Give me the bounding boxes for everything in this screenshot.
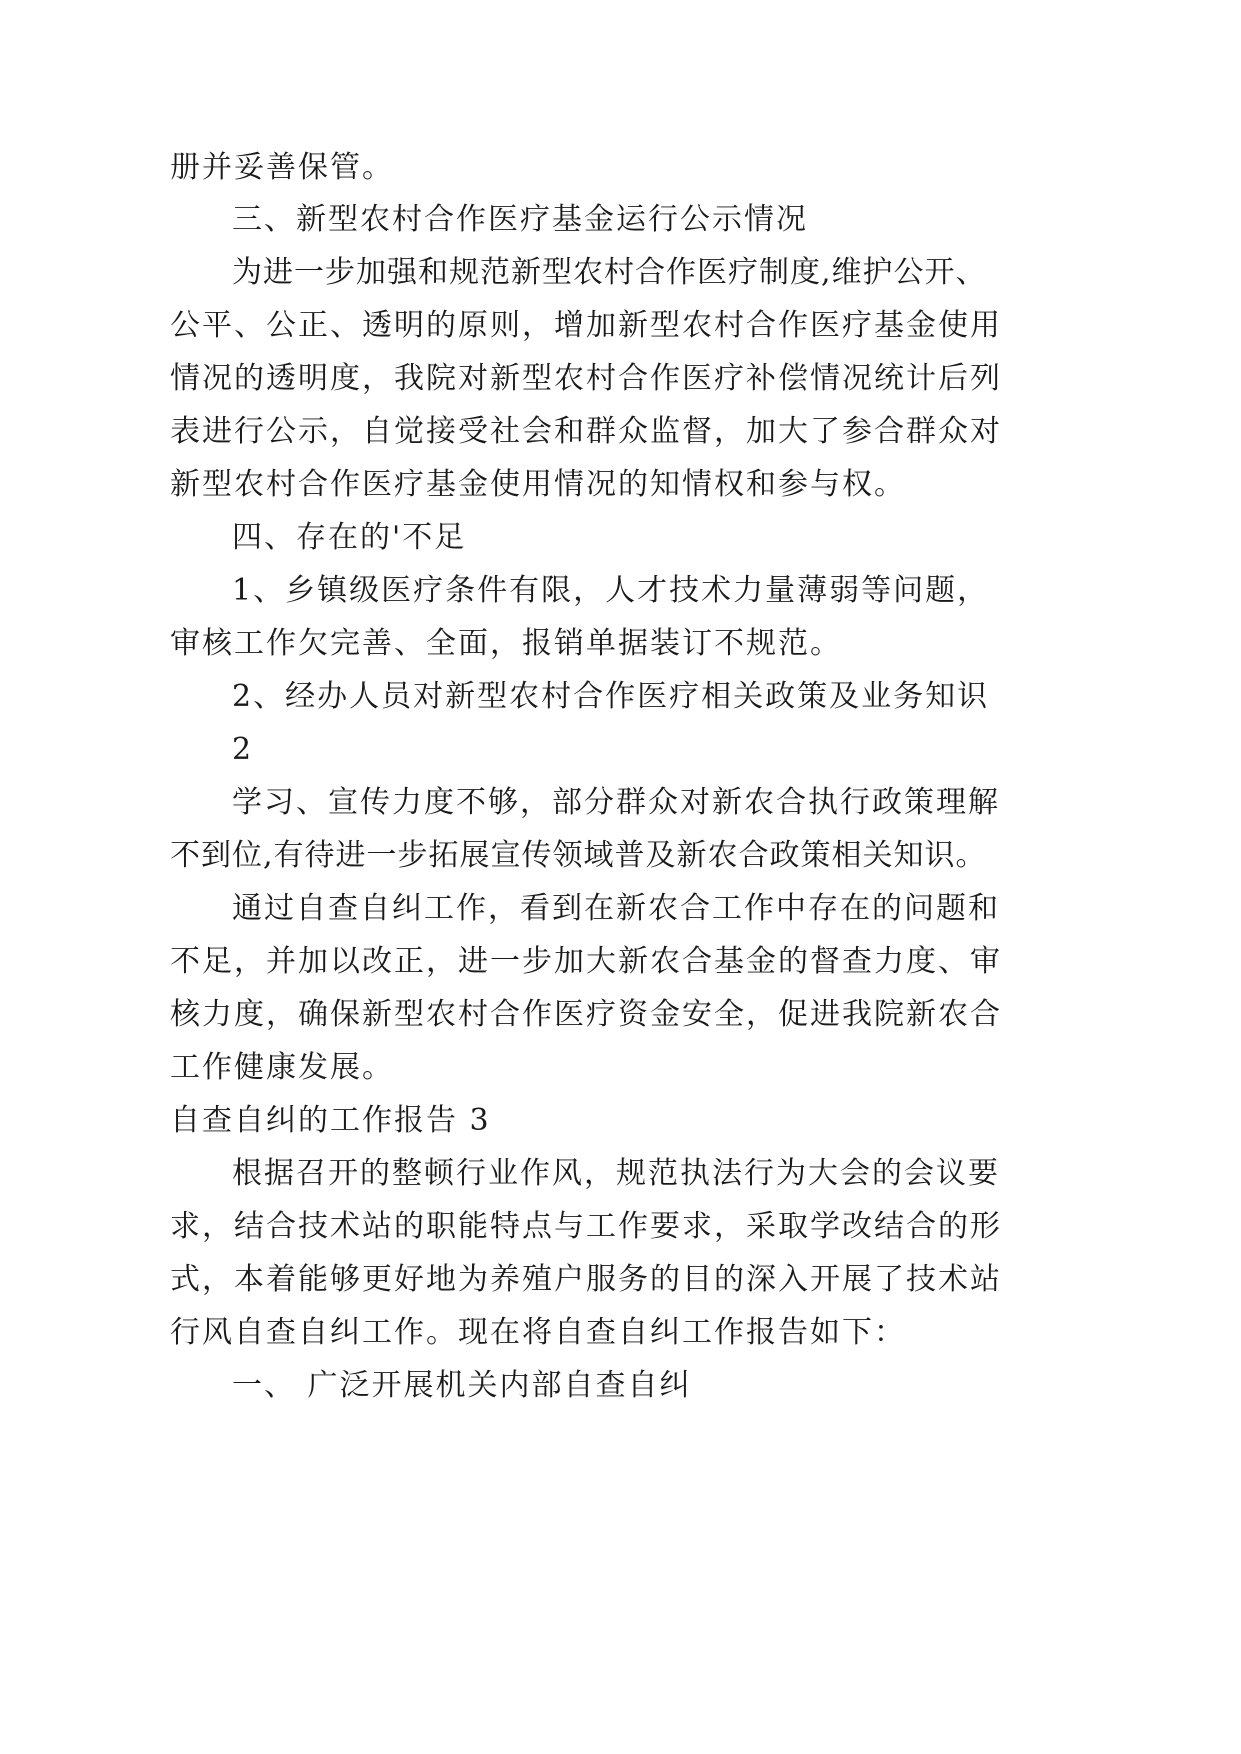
text-line-4: 公平、公正、透明的原则，增加新型农村合作医疗基金使用 <box>170 308 1002 343</box>
text-line-23: 行风自查自纠工作。现在将自查自纠工作报告如下： <box>170 1315 906 1350</box>
text-line-14: 不到位,有待进一步拓展宣传领域普及新农合政策相关知识。 <box>170 838 987 873</box>
text-line-3: 为进一步加强和规范新型农村合作医疗制度,维护公开、 <box>232 255 987 290</box>
text-line-21: 求，结合技术站的职能特点与工作要求，采取学改结合的形 <box>170 1209 1002 1244</box>
page-number: 2 <box>232 732 254 767</box>
report-title-3: 自查自纠的工作报告 3 <box>170 1103 491 1138</box>
text-line-18: 工作健康发展。 <box>170 1050 394 1085</box>
text-line-10: 审核工作欠完善、全面，报销单据装订不规范。 <box>170 626 842 661</box>
text-line-16: 不足，并加以改正，进一步加大新农合基金的督查力度、审 <box>170 944 1002 979</box>
section-heading-1: 一、 广泛开展机关内部自查自纠 <box>232 1368 692 1403</box>
text-line-13: 学习、宣传力度不够，部分群众对新农合执行政策理解 <box>232 785 1000 820</box>
text-line-17: 核力度，确保新型农村合作医疗资金安全，促进我院新农合 <box>170 997 1002 1032</box>
text-line-7: 新型农村合作医疗基金使用情况的知情权和参与权。 <box>170 467 906 502</box>
section-heading-4: 四、存在的'不足 <box>232 520 467 555</box>
section-heading-3: 三、新型农村合作医疗基金运行公示情况 <box>232 202 808 237</box>
text-line-9: 1、乡镇级医疗条件有限，人才技术力量薄弱等问题， <box>232 573 990 608</box>
text-line-15: 通过自查自纠工作，看到在新农合工作中存在的问题和 <box>232 891 1000 926</box>
text-line-1: 册并妥善保管。 <box>170 150 394 185</box>
text-line-6: 表进行公示，自觉接受社会和群众监督，加大了参合群众对 <box>170 414 1002 449</box>
text-line-20: 根据召开的整顿行业作风，规范执法行为大会的会议要 <box>232 1156 1000 1191</box>
text-line-22: 式，本着能够更好地为养殖户服务的目的深入开展了技术站 <box>170 1262 1002 1297</box>
text-line-5: 情况的透明度，我院对新型农村合作医疗补偿情况统计后列 <box>170 361 1002 396</box>
text-line-11: 2、经办人员对新型农村合作医疗相关政策及业务知识 <box>232 679 990 714</box>
